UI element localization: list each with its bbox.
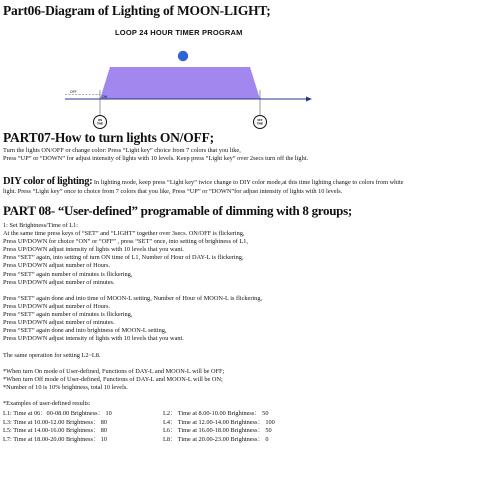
part08-line: Press UP/DOWN adjust number of Hours. (3, 262, 111, 270)
part08-line: Press UP/DOWN adjust intensity of lights with 10 levels that you want. (3, 246, 184, 254)
off-time-clock-icon (254, 116, 267, 129)
on-period-area (100, 67, 260, 99)
spacer (3, 343, 262, 351)
part08-line: Press UP/DOWN adjust number of minutes. (3, 319, 115, 327)
example-row: L1: Time at 06：00-08.00 Brightness： 10 (3, 410, 112, 417)
part08-line: *When turn On mode of User-defined, Functions of DAY-L and MOON-L will be OFF; (3, 367, 225, 375)
part08-line: *Number of 10 is 10% brightness, total 10 levels. (3, 383, 128, 391)
part08-line: At the same time press keys of “SET” and “LIGHT” together over 3secs. ON/OFF is flickering, (3, 230, 245, 238)
example-row: L4： Time at 12.00-14.00 Brightness： 100 (163, 418, 275, 426)
diagram-svg (60, 20, 320, 130)
on-time-clock-icon (94, 116, 107, 129)
part06-heading: Part06-Diagram of Lighting of MOON-LIGHT; (3, 3, 271, 18)
example-row: L5: Time at 14.00-16.00 Brightness： 80 (3, 427, 108, 435)
examples-right (163, 410, 275, 444)
example-row: L7: Time at 18.00-20.00 Brightness： 10 (3, 435, 108, 443)
part08-line: Press UP/DOWN adjust number of Hours. (3, 302, 111, 310)
part08-line: Press “SET” again done and into time of MOON-L setting, Number of Hour of MOON-L is flickering, (3, 294, 263, 302)
part07-body (3, 147, 308, 163)
diagram-title: LOOP 24 HOUR TIMER PROGRAM (115, 28, 243, 37)
off-time-line2: TIME (256, 122, 264, 126)
example-row: L8： Time at 20.00-23.00 Brightness： 0 (163, 435, 269, 443)
part08-line: Press “SET” again, into setting of turn ON time of L1, Number of Hour of DAY-L is flickering, (3, 254, 244, 262)
diy-line2: light. Press “Light key” once to choice from 7 colors that you like, Press “UP” or “DOWN”for adjust intensity of lights with 10 levels. (3, 188, 343, 195)
part07-line: Press “UP” or “DOWN” for adjust intensity of lights with 10 levels. Keep press “Light key” over 2secs turn off the light. (3, 155, 309, 163)
off-time-line1: OFF (257, 119, 263, 122)
moon-icon (178, 51, 189, 62)
on-label: ON (102, 95, 107, 99)
part08-line: *Examples of user-defined results: (3, 400, 91, 408)
axis-arrow (306, 97, 312, 102)
example-row: L6： Time at 16.00-18.00 Brightness： 50 (163, 427, 272, 435)
part08-body (3, 222, 262, 408)
part08-line: Press UP/DOWN adjust number of minutes. (3, 278, 115, 286)
on-time-line2: TIME (96, 122, 104, 126)
spacer (3, 287, 262, 295)
timer-diagram (60, 20, 320, 130)
part07-line: Turn the lights ON/OFF or change color: Press “Light key” choice from 7 colors that you like, (3, 147, 241, 154)
example-row: L3: Time at 10.00-12.00 Brightness： 80 (3, 418, 108, 426)
examples-left (3, 410, 112, 444)
on-time-line1: ON (98, 119, 102, 122)
part08-line: *When turn Off mode of User-defined, Functions of DAY-L and MOON-L will be ON; (3, 375, 223, 383)
part08-line: Press “SET” again number of minutes is flickering, (3, 270, 133, 278)
spacer (3, 392, 262, 400)
part08-heading: PART 08- “User-defined” programable of dimming with 8 groups; (3, 203, 352, 218)
part08-line: The same operation for setting L2~L8. (3, 351, 101, 359)
part08-line: Press “SET” again done and into brightness of MOON-L setting, (3, 327, 167, 335)
example-row: L2： Time at 8.00-10.00 Brightness： 50 (163, 410, 269, 417)
part08-line: Press UP/DOWN for choice “ON” or “OFF” , press “SET” once, into setting of brightness of L1, (3, 238, 249, 246)
spacer (3, 360, 262, 368)
diy-line1: In lighting mode, keep press “Light key” twice change to DIY color mode,at this time lighting change to colors from white (92, 179, 404, 186)
part08-line: Press UP/DOWN adjust intensity of lights with 10 levels that you want. (3, 335, 184, 343)
diy-heading: DIY color of lighting: (3, 176, 93, 187)
part08-line: Press “SET” again number of minutes is flickering, (3, 311, 133, 319)
off-label: OFF (70, 90, 77, 94)
part07-heading: PART07-How to turn lights ON/OFF; (3, 130, 214, 145)
part08-line: 1: Set Brightness/Time of L1: (3, 222, 78, 229)
diy-section (3, 176, 404, 196)
